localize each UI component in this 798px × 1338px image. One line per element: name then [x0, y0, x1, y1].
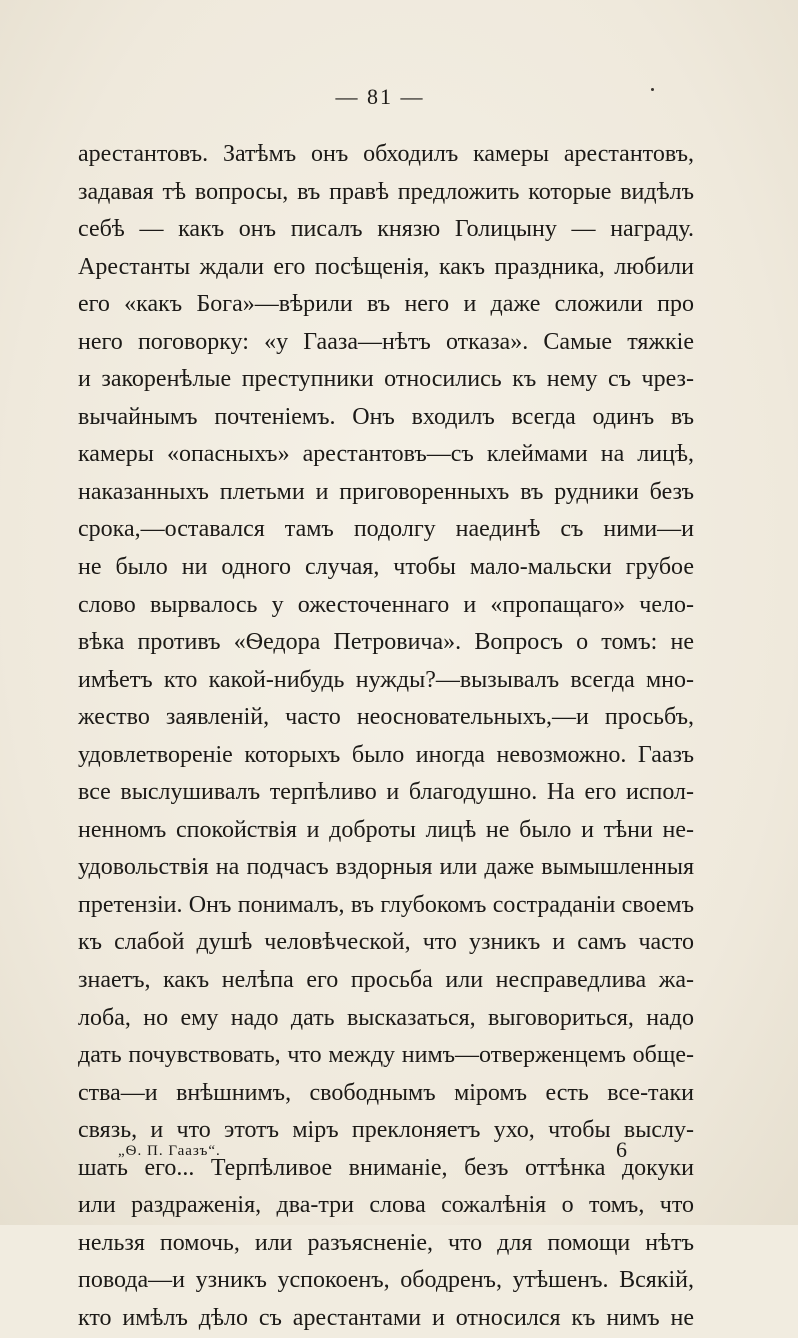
text-line: него поговорку: «у Гааза—нѣтъ отказа». Самые тяжкіе	[78, 328, 694, 355]
text-line: вѣка противъ «Ѳедора Петровича». Вопросъ о томъ: не	[78, 629, 694, 656]
text-line: все выслушивалъ терпѣливо и благодушно. На его испол-	[78, 779, 694, 806]
text-line: нельзя помочь, или разъясненіе, что для помощи нѣтъ	[78, 1229, 694, 1256]
text-line: связь, и что этотъ міръ преклоняетъ ухо, чтобы выслу-	[78, 1117, 694, 1144]
text-line: жество заявленій, часто неосновательныхъ,—и просьбъ,	[78, 704, 694, 731]
text-line: его «какъ Бога»—вѣрили въ него и даже сложили про	[78, 291, 694, 318]
text-line: ненномъ спокойствія и доброты лицѣ не было и тѣни не-	[78, 816, 694, 843]
text-line: себѣ — какъ онъ писалъ князю Голицыну — награду.	[78, 216, 694, 243]
text-line: кто имѣлъ дѣло съ арестантами и относился къ нимъ не	[78, 1304, 694, 1331]
footer-signature: „Ѳ. П. Гаазъ“.	[118, 1143, 221, 1159]
text-line: имѣетъ кто какой-нибудь нужды?—вызывалъ всегда мно-	[78, 666, 694, 693]
text-line: слово вырвалось у ожесточеннаго и «пропащаго» чело-	[78, 591, 694, 618]
page-number: — 81 —	[335, 84, 425, 109]
text-line: шать его... Терпѣливое вниманіе, безъ оттѣнка докуки	[78, 1154, 694, 1181]
text-line: удовольствія на подчасъ вздорныя или даже вымышленныя	[78, 854, 694, 881]
text-line: задавая тѣ вопросы, въ правѣ предложить которые видѣлъ	[78, 178, 694, 205]
text-line: наказанныхъ плетьми и приговоренныхъ въ рудники безъ	[78, 478, 694, 505]
text-line: срока,—оставался тамъ подолгу наединѣ съ ними—и	[78, 516, 694, 543]
text-line: вычайнымъ почтеніемъ. Онъ входилъ всегда одинъ въ	[78, 403, 694, 430]
text-line: и закоренѣлые преступники относились къ нему съ чрез-	[78, 366, 694, 393]
text-line: удовлетвореніе которыхъ было иногда невозможно. Гаазъ	[78, 741, 694, 768]
ink-speck	[651, 88, 654, 91]
text-line: ства—и внѣшнимъ, свободнымъ міромъ есть все-таки	[78, 1079, 694, 1106]
sheet-mark: 6	[616, 1137, 627, 1162]
text-line: камеры «опасныхъ» арестантовъ—съ клеймами на лицѣ,	[78, 441, 694, 468]
text-line: претензіи. Онъ понималъ, въ глубокомъ состраданіи своемъ	[78, 891, 694, 918]
text-line: не было ни одного случая, чтобы мало-мальски грубое	[78, 554, 694, 581]
text-line: Арестанты ждали его посѣщенія, какъ праздника, любили	[78, 253, 694, 280]
text-line: знаетъ, какъ нелѣпа его просьба или несправедлива жа-	[78, 967, 694, 994]
text-line: или раздраженія, два-три слова сожалѣнія о томъ, что	[78, 1192, 694, 1219]
text-line: лоба, но ему надо дать высказаться, выговориться, надо	[78, 1004, 694, 1031]
text-line: повода—и узникъ успокоенъ, ободренъ, утѣшенъ. Всякій,	[78, 1267, 694, 1294]
text-line: арестантовъ. Затѣмъ онъ обходилъ камеры арестантовъ,	[78, 141, 694, 167]
text-line: дать почувствовать, что между нимъ—отверженцемъ обще-	[78, 1042, 694, 1069]
text-line: къ слабой душѣ человѣческой, что узникъ и самъ часто	[78, 929, 694, 956]
